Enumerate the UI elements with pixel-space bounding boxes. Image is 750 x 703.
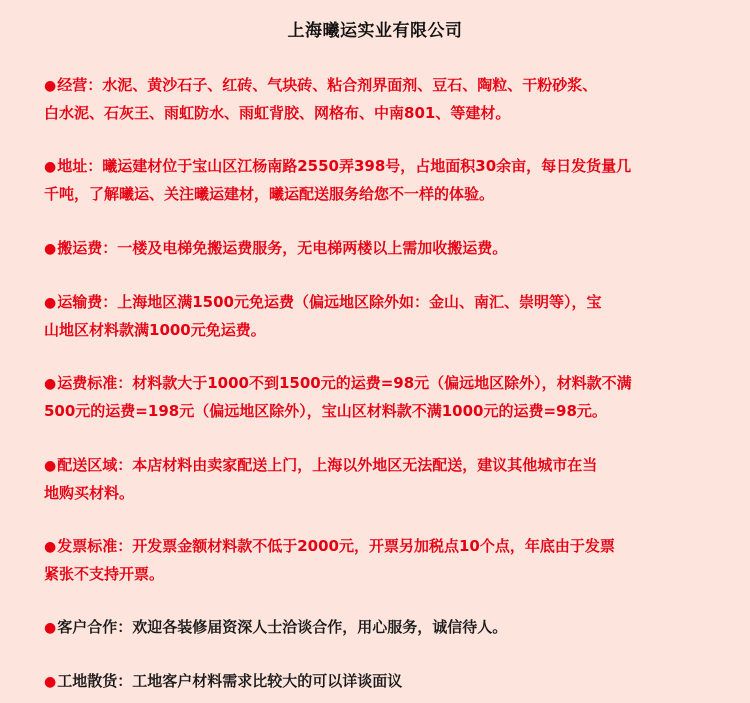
info-text-continued: 山地区材料款满1000元免运费。 <box>44 321 266 339</box>
bullet-icon: ● <box>44 620 57 636</box>
info-text: 一楼及电梯免搬运费服务，无电梯两楼以上需加收搬运费。 <box>117 239 508 257</box>
info-label: 搬运费： <box>57 239 118 257</box>
info-line <box>44 668 734 696</box>
info-item-business <box>44 72 734 127</box>
info-text: 欢迎各装修届资深人士洽谈合作，用心服务，诚信待人。 <box>132 618 508 636</box>
bullet-icon: ● <box>44 458 57 474</box>
info-label: 经营： <box>57 76 103 94</box>
info-item-handling-fee <box>44 235 734 263</box>
info-line <box>44 235 734 263</box>
bullet-icon: ● <box>44 539 57 555</box>
info-label: 运输费： <box>57 293 118 311</box>
info-text-continued: 地购买材料。 <box>44 484 135 502</box>
info-text-continued: 紧张不支持开票。 <box>44 565 165 583</box>
info-text: 本店材料由卖家配送上门，上海以外地区无法配送，建议其他城市在当 <box>132 456 598 474</box>
info-text: 材料款大于1000不到1500元的运费=98元（偏远地区除外），材料款不满 <box>132 374 632 392</box>
info-line <box>44 452 734 480</box>
info-label: 配送区域： <box>57 456 133 474</box>
info-text-continued: 500元的运费=198元（偏远地区除外），宝山区材料款不满1000元的运费=98元。 <box>44 402 607 420</box>
info-line <box>44 533 734 561</box>
info-item-shipping-standard <box>44 370 734 425</box>
info-item-address <box>44 153 734 208</box>
info-label: 工地散货： <box>57 672 133 690</box>
info-line <box>44 72 734 100</box>
info-line <box>44 289 734 317</box>
bullet-icon: ● <box>44 78 57 94</box>
info-label: 运费标准： <box>57 374 133 392</box>
info-text: 水泥、黄沙石子、红砖、气块砖、粘合剂界面剂、豆石、陶粒、干粉砂浆、 <box>102 76 598 94</box>
info-item-shipping-fee <box>44 289 734 344</box>
info-line <box>44 153 734 181</box>
info-item-invoice <box>44 533 734 588</box>
info-label: 地址： <box>57 157 103 175</box>
info-item-site-bulk <box>44 668 734 696</box>
info-line <box>44 614 734 642</box>
info-item-delivery-area <box>44 452 734 507</box>
info-label: 发票标准： <box>57 537 133 555</box>
info-line <box>44 370 734 398</box>
info-text: 工地客户材料需求比较大的可以详谈面议 <box>132 672 403 690</box>
info-text: 上海地区满1500元免运费（偏远地区除外如：金山、南汇、崇明等），宝 <box>117 293 602 311</box>
info-text-continued: 千吨，了解曦运、关注曦运建材，曦运配送服务给您不一样的体验。 <box>44 185 495 203</box>
bullet-icon: ● <box>44 295 57 311</box>
bullet-icon: ● <box>44 241 57 257</box>
info-text: 开发票金额材料款不低于2000元，开票另加税点10个点，年底由于发票 <box>132 537 615 555</box>
bullet-icon: ● <box>44 159 57 175</box>
info-text-continued: 白水泥、石灰王、雨虹防水、雨虹背胶、网格布、中南801、等建材。 <box>44 104 511 122</box>
bullet-icon: ● <box>44 674 57 690</box>
info-label: 客户合作： <box>57 618 133 636</box>
page-title: 上海曦运实业有限公司 <box>287 21 463 41</box>
info-item-cooperation <box>44 614 734 642</box>
info-text: 曦运建材位于宝山区江杨南路2550弄398号，占地面积30余亩，每日发货量几 <box>102 157 632 175</box>
bullet-icon: ● <box>44 376 57 392</box>
